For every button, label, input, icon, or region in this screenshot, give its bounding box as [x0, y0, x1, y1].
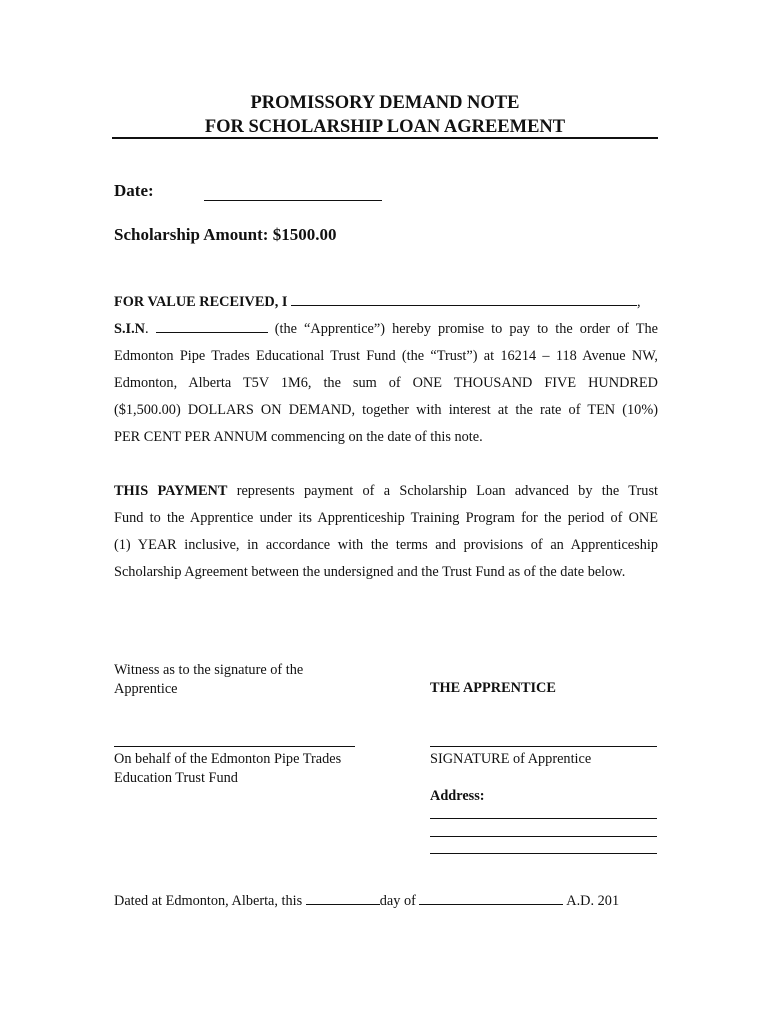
witness-label [114, 661, 394, 699]
this-payment-lead: THIS PAYMENT [114, 483, 228, 499]
paragraph-2-line-2: Fund to the Apprentice under its Apprenticeship Training Program for the period of ONE [114, 510, 658, 526]
dated-text-3: A.D. 201 [563, 893, 620, 909]
sin-separator: . [145, 321, 156, 337]
name-blank-line [291, 293, 637, 306]
paragraph-1-line-2: Edmonton Pipe Trades Educational Trust Fund (the “Trust”) at 16214 – 118 Avenue NW, [114, 348, 658, 364]
this-payment-text: represents payment of a Scholarship Loan advanced by the Trust [227, 483, 658, 499]
trust-fund-label-line-1: On behalf of the Edmonton Pipe Trades [114, 751, 342, 767]
day-blank-line [306, 892, 380, 905]
paragraph-2-line-1 [114, 478, 658, 505]
address-label: Address: [430, 788, 485, 804]
dated-text-2: day of [379, 893, 420, 909]
paragraph-this-payment [114, 478, 658, 586]
date-label: Date: [114, 181, 154, 200]
trust-fund-label [114, 750, 394, 788]
address-line-2 [430, 836, 657, 837]
witness-label-line-1: Witness as to the signature of the [114, 662, 304, 678]
paragraph-1-line-3: Edmonton, Alberta T5V 1M6, the sum of ONE THOUSAND FIVE HUNDRED [114, 375, 658, 391]
address-line-3 [430, 853, 657, 854]
sin-line [114, 316, 658, 343]
paragraph-2-line-3: (1) YEAR inclusive, in accordance with the terms and provisions of an Apprenticeship [114, 537, 658, 553]
trust-fund-label-line-2: Education Trust Fund [114, 770, 238, 786]
title-line-2: FOR SCHOLARSHIP LOAN AGREEMENT [204, 117, 566, 137]
paragraph-1-line-4: ($1,500.00) DOLLARS ON DEMAND, together with interest at the rate of TEN (10%) [114, 402, 658, 418]
value-received-comma: , [637, 294, 641, 310]
paragraph-value-received [114, 289, 658, 451]
title-line-1: PROMISSORY DEMAND NOTE [250, 93, 520, 113]
apprentice-signature-line [430, 746, 657, 747]
paragraph-1-line-5: PER CENT PER ANNUM commencing on the date of this note. [114, 429, 483, 445]
dated-text-1: Dated at Edmonton, Alberta, this [114, 893, 306, 909]
apprentice-promise-text: (the “Apprentice”) hereby promise to pay to the order of The [267, 321, 659, 337]
scholarship-amount: Scholarship Amount: $1500.00 [114, 225, 337, 244]
signature-of-apprentice-label: SIGNATURE of Apprentice [430, 751, 592, 767]
paragraph-2-line-4: Scholarship Agreement between the undersigned and the Trust Fund as of the date below. [114, 564, 626, 580]
value-received-lead: FOR VALUE RECEIVED, I [114, 294, 288, 310]
the-apprentice-heading: THE APPRENTICE [430, 680, 556, 696]
title-rule [112, 137, 658, 139]
sin-blank-line [156, 320, 268, 333]
address-line-1 [430, 818, 657, 819]
witness-label-line-2: Apprentice [114, 681, 178, 697]
month-blank-line [419, 892, 563, 905]
dated-at-line [114, 892, 660, 911]
sin-label: S.I.N [114, 321, 145, 337]
date-blank-line [204, 200, 382, 201]
value-received-line [114, 289, 658, 316]
witness-signature-line [114, 746, 355, 747]
